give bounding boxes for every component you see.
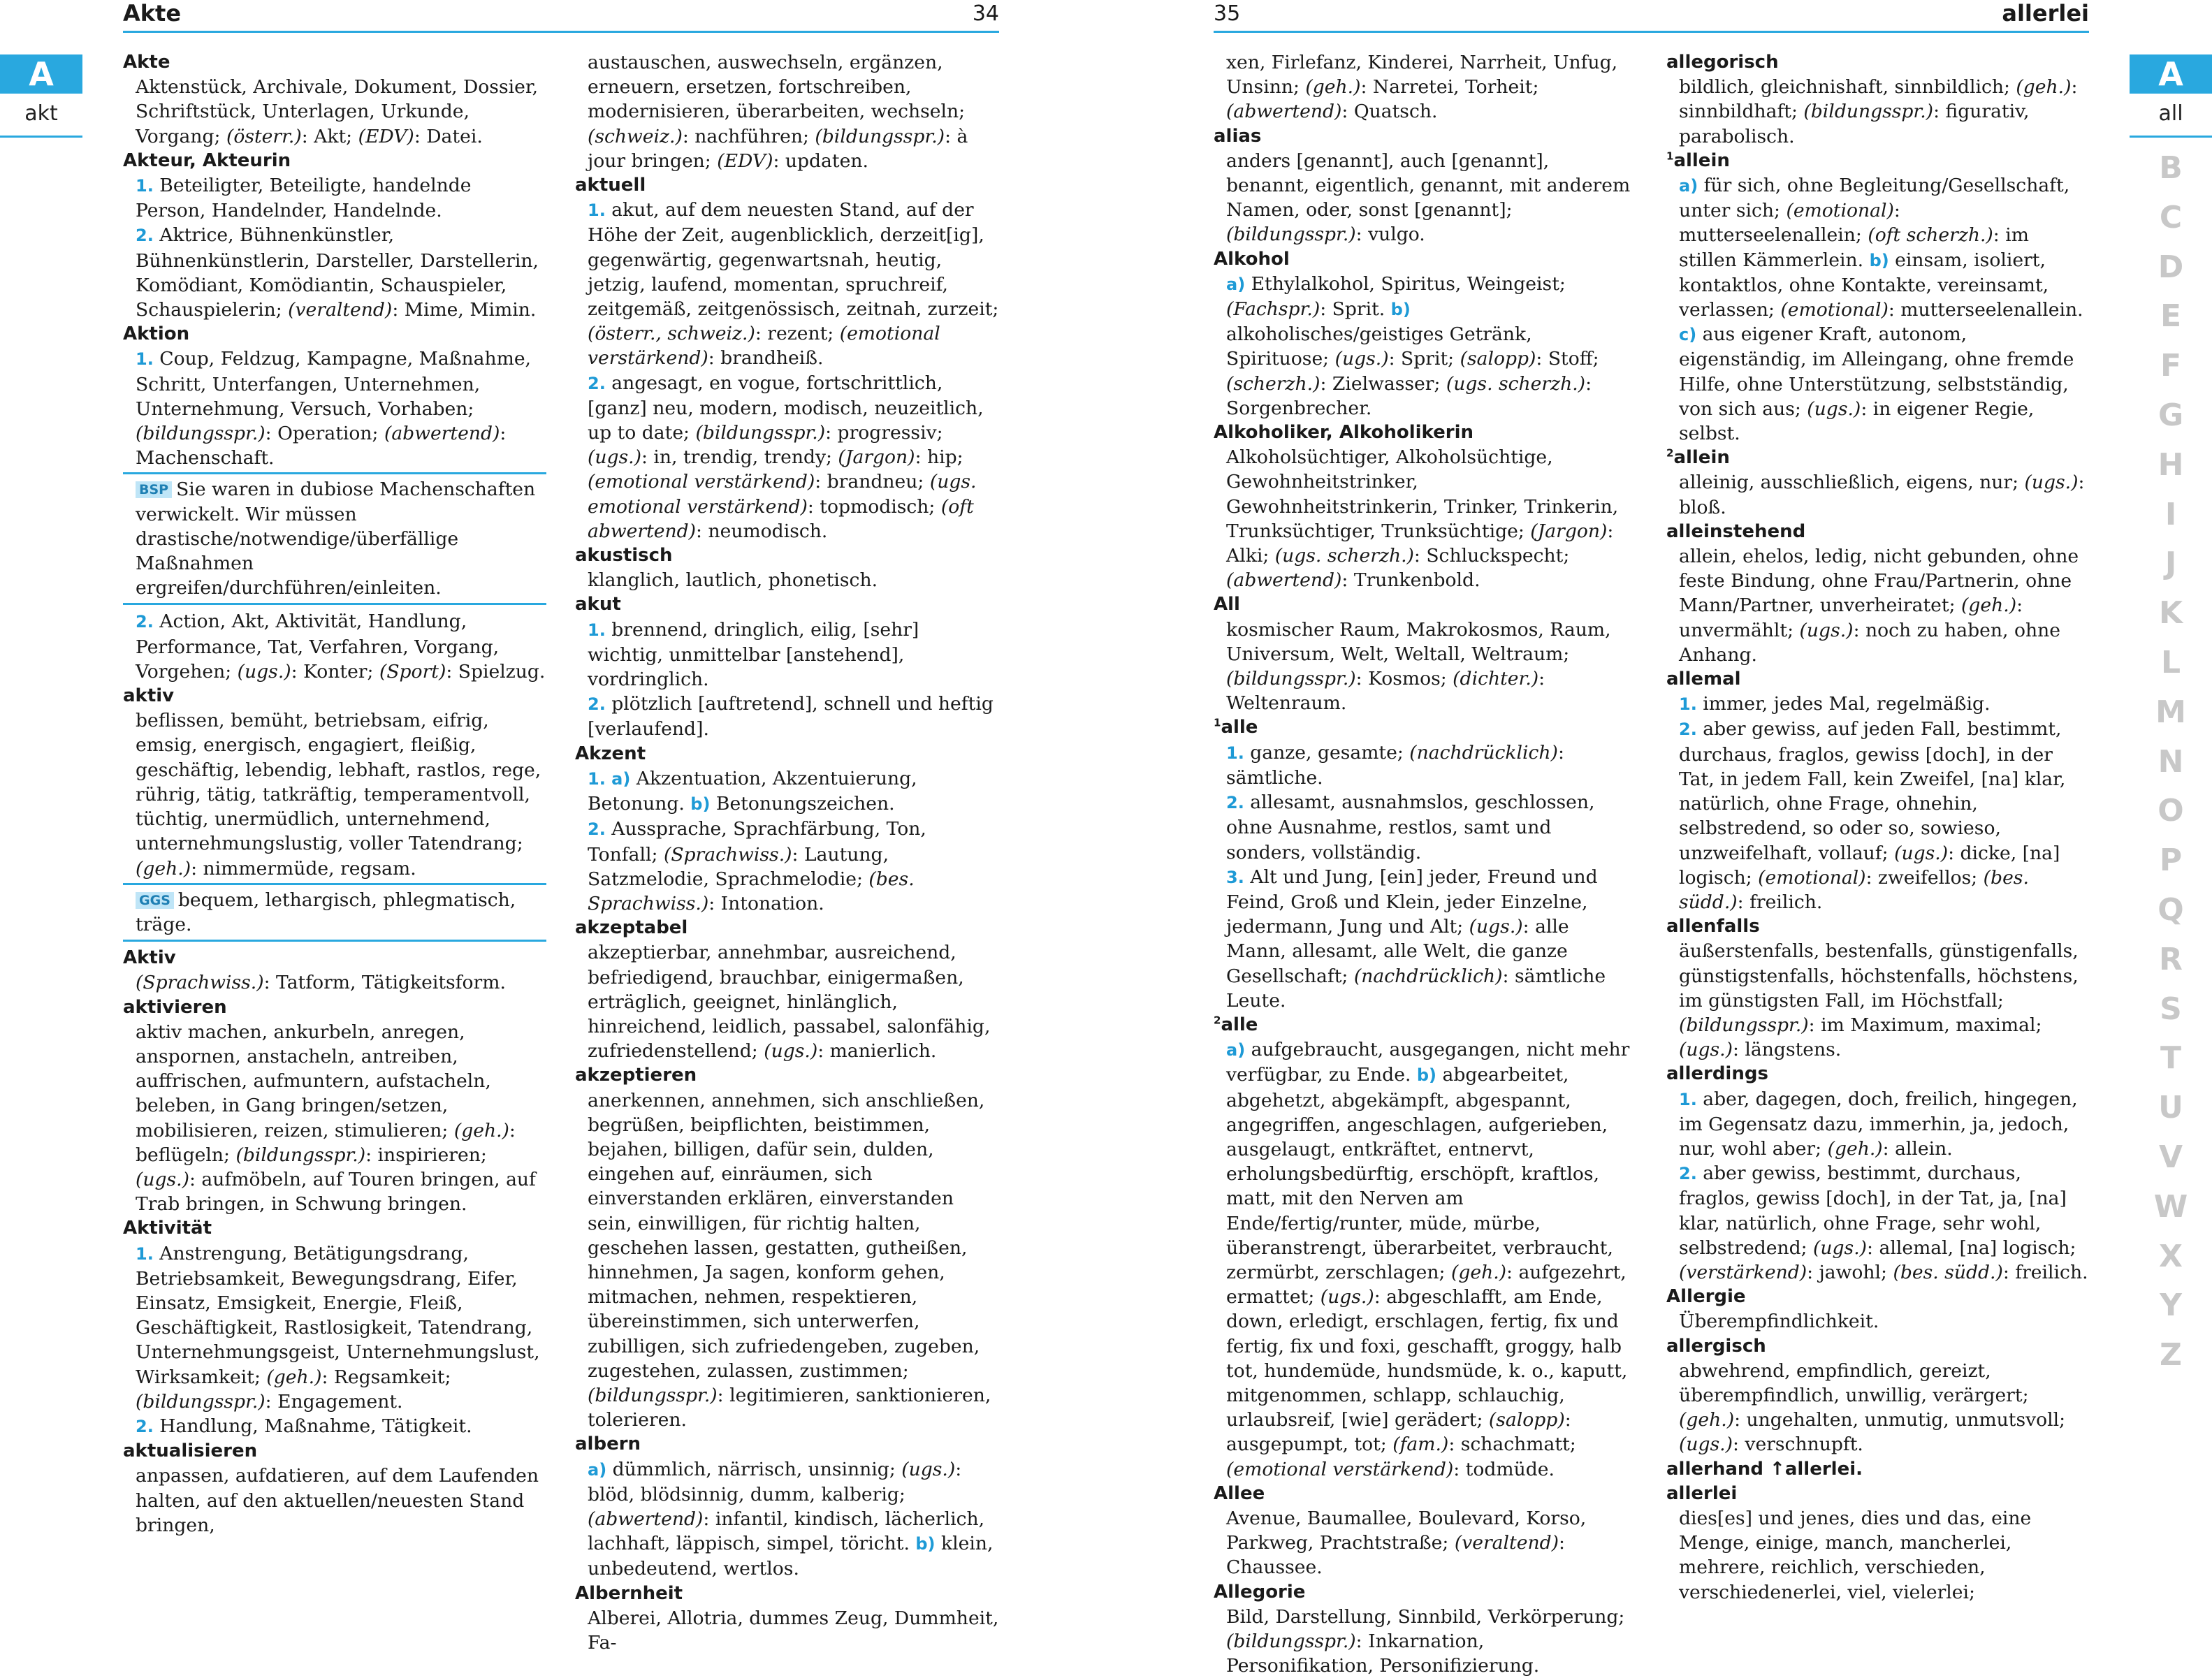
entry-definition: akzeptierbar, annehmbar, ausreichend, befriedigend, brauchbar, einigermaßen, erträglich, geeignet, hinlänglich, hinreichend, leidlich, passabel, salonfähig, zufriedenstellend; (ugs.): manierlich. — [588, 942, 991, 1063]
headword: Alkoholiker, Alkoholikerin — [1214, 422, 1474, 444]
index-letter-z[interactable]: Z — [2160, 1337, 2182, 1373]
headword: akustisch — [575, 545, 673, 567]
headword: aktivieren — [123, 996, 227, 1018]
entry-definition: klanglich, lautlich, phonetisch. — [588, 569, 878, 592]
headword: allerdings — [1666, 1063, 1768, 1085]
headword: Akzent — [575, 743, 646, 764]
headword: $^1$alle — [1214, 716, 1258, 738]
index-letter-h[interactable]: H — [2158, 446, 2184, 483]
label-badge: BSP — [136, 481, 172, 498]
entry-definition: äußerstenfalls, bestenfalls, günstigenfalls, günstigstenfalls, höchstenfalls, höchstens, im günstigsten Fall, im Höchstfall; (bildungsspr.): im Maximum, maximal; (ugs.): längstens. — [1679, 940, 2079, 1061]
headword: allerlei — [1666, 1482, 1738, 1504]
entry-definition: Alberei, Allotria, dummes Zeug, Dummheit, Fa- — [588, 1607, 999, 1654]
entry-definition: 2. angesagt, en vogue, fortschrittlich, [ganz] neu, modern, modisch, neuzeitlich, up to date; (bildungsspr.): progressiv; (ugs.): in, trendig, trendy; (Jargon): hip; (emotional verstärkend): brandneu; (ugs. emotional verstärkend): topmodisch; (oft abwertend): neumodisch. — [588, 372, 984, 542]
label-badge: GGS — [136, 892, 174, 909]
entry-definition: a) aufgebraucht, ausgegangen, nicht mehr verfügbar, zu Ende. b) abgearbeitet, abgehetzt, abgekämpft, abgespannt, angegriffen, angeschlagen, aufgerieben, ausgelaugt, entkräftet, entnervt, erholungsbedürftig, erschöpft, kraftlos, matt, mit den Nerven am Ende/fertig/runter, müde, mürbe, überanstrengt, überarbeitet, verbraucht, zermürbt, zerschlagen; (geh.): aufgezehrt, ermattet; (ugs.): abgeschlafft, am Ende, down, erledigt, erschlagen, fertig, fix und fertig, fix und foxi, geschafft, groggy, halb tot, hundemüde, hundsmüde, k. o., kaputt, mitgenommen, schlapp, schlauchig, urlaubsreif, [wie] gerädert; (salopp): ausgepumpt, tot; (fam.): schachmatt; (emotional verstärkend): todmüde. — [1226, 1039, 1630, 1480]
headword: albern — [575, 1433, 641, 1455]
index-letter-v[interactable]: V — [2158, 1139, 2183, 1175]
index-letter-i[interactable]: I — [2164, 496, 2177, 532]
entry-definition: kosmischer Raum, Makrokosmos, Raum, Universum, Welt, Weltall, Weltraum; (bildungsspr.): Kosmos; (dichter.): Weltenraum. — [1226, 618, 1611, 715]
index-letter-p[interactable]: P — [2159, 842, 2183, 879]
running-head-right: allerlei — [2002, 0, 2089, 27]
index-letter-y[interactable]: Y — [2160, 1287, 2182, 1324]
running-head-left: Akte — [123, 0, 182, 27]
headword: Alkohol — [1214, 248, 1290, 270]
entry-definition: 2. plötzlich [auftretend], schnell und heftig [verlaufend]. — [588, 693, 994, 740]
index-letter-g[interactable]: G — [2158, 397, 2184, 433]
headword: $^1$allein — [1666, 149, 1730, 171]
alphabet-index — [2130, 144, 2212, 1380]
index-letter-m[interactable]: M — [2155, 694, 2186, 730]
entry-definition: austauschen, auswechseln, ergänzen, erneuern, ersetzen, fortschreiben, modernisieren, überarbeiten, wechseln; (schweiz.): nachführen; (bildungsspr.): à jour bringen; (EDV): updaten. — [588, 52, 968, 172]
index-letter-s[interactable]: S — [2160, 991, 2182, 1027]
headword: Aktiv — [123, 947, 176, 969]
entry-definition: anpassen, aufdatieren, auf dem Laufenden halten, auf den aktuellen/neuesten Stand bringen, — [136, 1465, 539, 1536]
entry-definition: anders [genannt], auch [genannt], benannt, eigentlich, genannt, mit anderem Namen, oder, sonst [genannt]; (bildungsspr.): vulgo. — [1226, 149, 1631, 246]
index-letter-x[interactable]: X — [2159, 1238, 2183, 1274]
entry-definition: 1. akut, auf dem neuesten Stand, auf der Höhe der Zeit, augenblicklich, derzeit[ig], gegenwärtig, gegenwartsnah, heutig, jetzig, laufend, momentan, spruchreif, zeitgemäß, zeitgenössisch, zeitnah, zurzeit; (österr., schweiz.): rezent; (emotional verstärkend): brandheiß. — [588, 199, 999, 370]
entry-definition: abwehrend, empfindlich, gereizt, überempfindlich, unwillig, verärgert; (geh.): ungehalten, unmutig, unmutsvoll; (ugs.): verschnupft. — [1679, 1359, 2066, 1456]
left-running-header — [123, 0, 999, 33]
index-letter-b[interactable]: B — [2159, 150, 2183, 186]
entry-definition: 1. Coup, Feldzug, Kampagne, Maßnahme, Schritt, Unterfangen, Unternehmen, Unternehmung, Versuch, Vorhaben; (bildungsspr.): Operation; (abwertend): Machenschaft. — [136, 348, 532, 469]
entry-definition: Überempfindlichkeit. — [1679, 1311, 1879, 1333]
headword: akut — [575, 594, 621, 615]
left-column-1 — [123, 50, 546, 1538]
headword: alleinstehend — [1666, 520, 1806, 542]
entry-definition: 1. a) Akzentuation, Akzentuierung, Betonung. b) Betonungszeichen. — [588, 767, 917, 815]
index-letter-t[interactable]: T — [2160, 1040, 2181, 1077]
headword: alias — [1214, 125, 1262, 147]
right-column-1 — [1214, 50, 1633, 1678]
tab-letter-right[interactable]: A — [2130, 54, 2212, 94]
entry-definition: 1. Beteiligter, Beteiligte, handelnde Person, Handelnder, Handelnde. — [136, 175, 472, 222]
index-letter-f[interactable]: F — [2160, 348, 2182, 384]
entry-definition: xen, Firlefanz, Kinderei, Narrheit, Unfug, Unsinn; (geh.): Narretei, Torheit; (abwertend): Quatsch. — [1226, 52, 1618, 123]
entry-definition: 2. Action, Akt, Aktivität, Handlung, Performance, Tat, Verfahren, Vorgang, Vorgehen; (ugs.): Konter; (Sport): Spielzug. — [136, 611, 546, 683]
entry-definition: Bild, Darstellung, Sinnbild, Verkörperung; (bildungsspr.): Inkarnation, Personifikation, Personifizierung. — [1226, 1605, 1625, 1677]
example-box: BSP Sie waren in dubiose Machenschaften verwickelt. Wir müssen drastische/notwendige/überfällige Maßnahmen ergreifen/durchführen/einleiten. — [123, 472, 546, 605]
headword: Akte — [123, 52, 170, 73]
headword: Allergie — [1666, 1286, 1746, 1308]
entry-definition: Alkoholsüchtiger, Alkoholsüchtige, Gewohnheitstrinker, Gewohnheitstrinkerin, Trinker, Trinkerin, Trunksüchtiger, Trunksüchtige; (Jargon): Alki; (ugs. scherzh.): Schluckspecht; (abwertend): Trunkenbold. — [1226, 446, 1619, 592]
index-letter-o[interactable]: O — [2158, 793, 2184, 829]
index-letter-d[interactable]: D — [2158, 249, 2184, 285]
headword: Allee — [1214, 1482, 1265, 1504]
right-column-2 — [1666, 50, 2089, 1605]
headword: $^2$alle — [1214, 1014, 1258, 1035]
entry-definition: allein, ehelos, ledig, nicht gebunden, ohne feste Bindung, ohne Frau/Partnerin, ohne Mann/Partner, unverheiratet; (geh.): unvermählt; (ugs.): noch zu haben, ohne Anhang. — [1679, 546, 2079, 666]
entry-definition: 1. brennend, dringlich, eilig, [sehr] wichtig, unmittelbar [anstehend], vordringlich. — [588, 618, 919, 691]
entry-definition: 1. aber, dagegen, doch, freilich, hingegen, im Gegensatz dazu, immerhin, ja, jedoch, nur, wohl aber; (geh.): allein. — [1679, 1088, 2078, 1160]
entry-definition: 2. Handlung, Maßnahme, Tätigkeit. — [136, 1415, 472, 1437]
headword: $^2$allein — [1666, 446, 1730, 469]
index-letter-q[interactable]: Q — [2158, 891, 2184, 928]
entry-definition: dies[es] und jenes, dies und das, eine Menge, einige, manch, mancherlei, mehrere, reichlich, verschieden, verschiedenerlei, viel, vielerlei; — [1679, 1507, 2032, 1603]
entry-definition: 3. Alt und Jung, [ein] jeder, Freund und Feind, Groß und Klein, jeder Einzelne, jedermann, Jung und Alt; (ugs.): alle Mann, allesamt, alle Welt, die ganze Gesellschaft; (nachdrücklich): sämtliche Leute. — [1226, 866, 1606, 1012]
headword: allergisch — [1666, 1335, 1766, 1357]
index-letter-j[interactable]: J — [2164, 546, 2177, 582]
headword: Aktivität — [123, 1218, 212, 1239]
page-number-left: 34 — [972, 1, 999, 26]
entry-definition: 2. Aussprache, Sprachfärbung, Ton, Tonfall; (Sprachwiss.): Lautung, Satzmelodie, Sprachmelodie; (bes. Sprachwiss.): Intonation. — [588, 818, 926, 914]
entry-definition: a) Ethylalkohol, Spiritus, Weingeist; (Fachspr.): Sprit. b) alkoholisches/geistiges Getränk, Spirituose; (ugs.): Sprit; (salopp): Stoff; (scherzh.): Zielwasser; (ugs. scherzh.): Sorgenbrecher. — [1226, 272, 1599, 419]
index-letter-e[interactable]: E — [2160, 298, 2182, 335]
headword: allemal — [1666, 669, 1741, 690]
headword: Aktion — [123, 323, 190, 345]
entry-definition: aktiv machen, ankurbeln, anregen, anspornen, anstacheln, antreiben, auffrischen, aufmuntern, aufstacheln, beleben, in Gang bringen/setzen, mobilisieren, reizen, stimulieren; (geh.): beflügeln; (bildungsspr.): inspirieren; (ugs.): aufmöbeln, auf Touren bringen, auf Trab bringen, in Schwung bringen. — [136, 1021, 536, 1216]
right-running-header — [1214, 0, 2089, 33]
entry-definition: (Sprachwiss.): Tatform, Tätigkeitsform. — [136, 972, 506, 994]
index-letter-l[interactable]: L — [2160, 644, 2181, 680]
headword: akzeptabel — [575, 917, 688, 939]
index-letter-r[interactable]: R — [2159, 941, 2183, 977]
page-number-right: 35 — [1214, 1, 1241, 26]
headword: All — [1214, 594, 1240, 615]
entry-definition: Aktenstück, Archivale, Dokument, Dossier, Schriftstück, Unterlagen, Urkunde, Vorgang; (österr.): Akt; (EDV): Datei. — [136, 76, 539, 147]
headword: allenfalls — [1666, 916, 1760, 938]
headword: aktualisieren — [123, 1440, 258, 1462]
left-column-2 — [575, 50, 999, 1655]
tab-letter-left[interactable]: A — [0, 54, 82, 94]
entry-definition: Avenue, Baumallee, Boulevard, Korso, Parkweg, Prachtstraße; (veraltend): Chaussee. — [1226, 1507, 1587, 1579]
tab-word-left: akt — [0, 94, 82, 138]
entry-definition: 1. Anstrengung, Betätigungsdrang, Betriebsamkeit, Bewegungsdrang, Eifer, Einsatz, Emsigkeit, Energie, Fleiß, Geschäftigkeit, Rastlosigkeit, Tatendrang, Unternehmungsgeist, Unternehmungslust, Wirksamkeit; (geh.): Regsamkeit; (bildungsspr.): Engagement. — [136, 1242, 540, 1413]
entry-definition: anerkennen, annehmen, sich anschließen, begrüßen, beipflichten, beistimmen, bejahen, billigen, dafür sein, dulden, eingehen auf, einräumen, sich einverstanden erklären, einverstanden sein, einwilligen, für richtig halten, geschehen lassen, gestatten, gutheißen, hinnehmen, Ja sagen, konform gehen, mitmachen, nehmen, respektieren, übereinstimmen, sich unterwerfen, zubilligen, sich zufriedengeben, zugeben, zugestehen, zulassen, zustimmen; (bildungsspr.): legitimieren, sanktionieren, tolerieren. — [588, 1089, 991, 1431]
headword: allegorisch — [1666, 52, 1779, 73]
index-letter-c[interactable]: C — [2159, 199, 2183, 235]
tab-word-right: all — [2130, 94, 2212, 138]
entry-definition: 2. Aktrice, Bühnenkünstler, Bühnenkünstlerin, Darsteller, Darstellerin, Komödiant, Komödiantin, Schauspieler, Schauspielerin; (veraltend): Mime, Mimin. — [136, 224, 539, 321]
entry-definition: 1. immer, jedes Mal, regelmäßig. — [1679, 693, 1991, 715]
headword: Akteur, Akteurin — [123, 149, 291, 171]
entry-definition: alleinig, ausschließlich, eigens, nur; (ugs.): bloß. — [1679, 472, 2085, 518]
headword: aktuell — [575, 175, 646, 196]
entry-definition: a) dümmlich, närrisch, unsinnig; (ugs.): blöd, blödsinnig, dumm, kalberig; (abwertend): infantil, kindisch, lächerlich, lachhaft, läppisch, simpel, töricht. b) klein, unbedeutend, wertlos. — [588, 1458, 994, 1580]
example-box: GGS bequem, lethargisch, phlegmatisch, träge. — [123, 883, 546, 942]
index-letter-w[interactable]: W — [2153, 1188, 2188, 1225]
headword: Allegorie — [1214, 1581, 1306, 1603]
index-letter-n[interactable]: N — [2158, 743, 2184, 780]
index-letter-u[interactable]: U — [2158, 1090, 2183, 1126]
entry-definition: 2. allesamt, ausnahmslos, geschlossen, ohne Ausnahme, restlos, samt und sonders, vollständig. — [1226, 791, 1595, 863]
headword: aktiv — [123, 685, 175, 707]
headword: akzeptieren — [575, 1065, 697, 1086]
index-letter-k[interactable]: K — [2158, 595, 2183, 632]
entry-definition: bildlich, gleichnishaft, sinnbildlich; (geh.): sinnbildhaft; (bildungsspr.): figurativ, parabolisch. — [1679, 76, 2078, 147]
entry-definition: 1. ganze, gesamte; (nachdrücklich): sämtliche. — [1226, 741, 1564, 789]
entry-definition: a) für sich, ohne Begleitung/Gesellschaft, unter sich; (emotional): mutterseelenallein; (oft scherzh.): im stillen Kämmerlein. b) einsam, isoliert, kontaktlos, ohne Kontakte, vereinsamt, verlassen; (emotional): mutterseelenallein. c) aus eigener Kraft, autonom, eigenständig, im Alleingang, ohne fremde Hilfe, ohne Unterstützung, selbstständig, von sich aus; (ugs.): in eigener Regie, selbst. — [1679, 175, 2083, 445]
headword: Albernheit — [575, 1582, 683, 1604]
headword: allerhand ↑allerlei. — [1666, 1458, 1863, 1480]
entry-definition: 2. aber gewiss, auf jeden Fall, bestimmt, durchaus, fraglos, gewiss [doch], in der Tat, in jedem Fall, kein Zweifel, [na] klar, natürlich, ohne Frage, ohnehin, selbstredend, so oder so, sowieso, unzweifelhaft, vollauf; (ugs.): dicke, [na] logisch; (emotional): zweifellos; (bes. südd.): freilich. — [1679, 718, 2066, 913]
entry-definition: 2. aber gewiss, bestimmt, durchaus, fraglos, gewiss [doch], in der Tat, ja, [na] klar, natürlich, ohne Frage, sehr wohl, selbstredend; (ugs.): allemal, [na] logisch; (verstärkend): jawohl; (bes. südd.): freilich. — [1679, 1162, 2088, 1283]
entry-definition: beflissen, bemüht, betriebsam, eifrig, emsig, energisch, engagiert, fleißig, geschäftig, lebendig, lebhaft, rastlos, rege, rührig, tätig, tatkräftig, temperamentvoll, tüchtig, unermüdlich, unternehmend, unternehmungslustig, voller Tatendrang; (geh.): nimmermüde, regsam. — [136, 710, 541, 880]
